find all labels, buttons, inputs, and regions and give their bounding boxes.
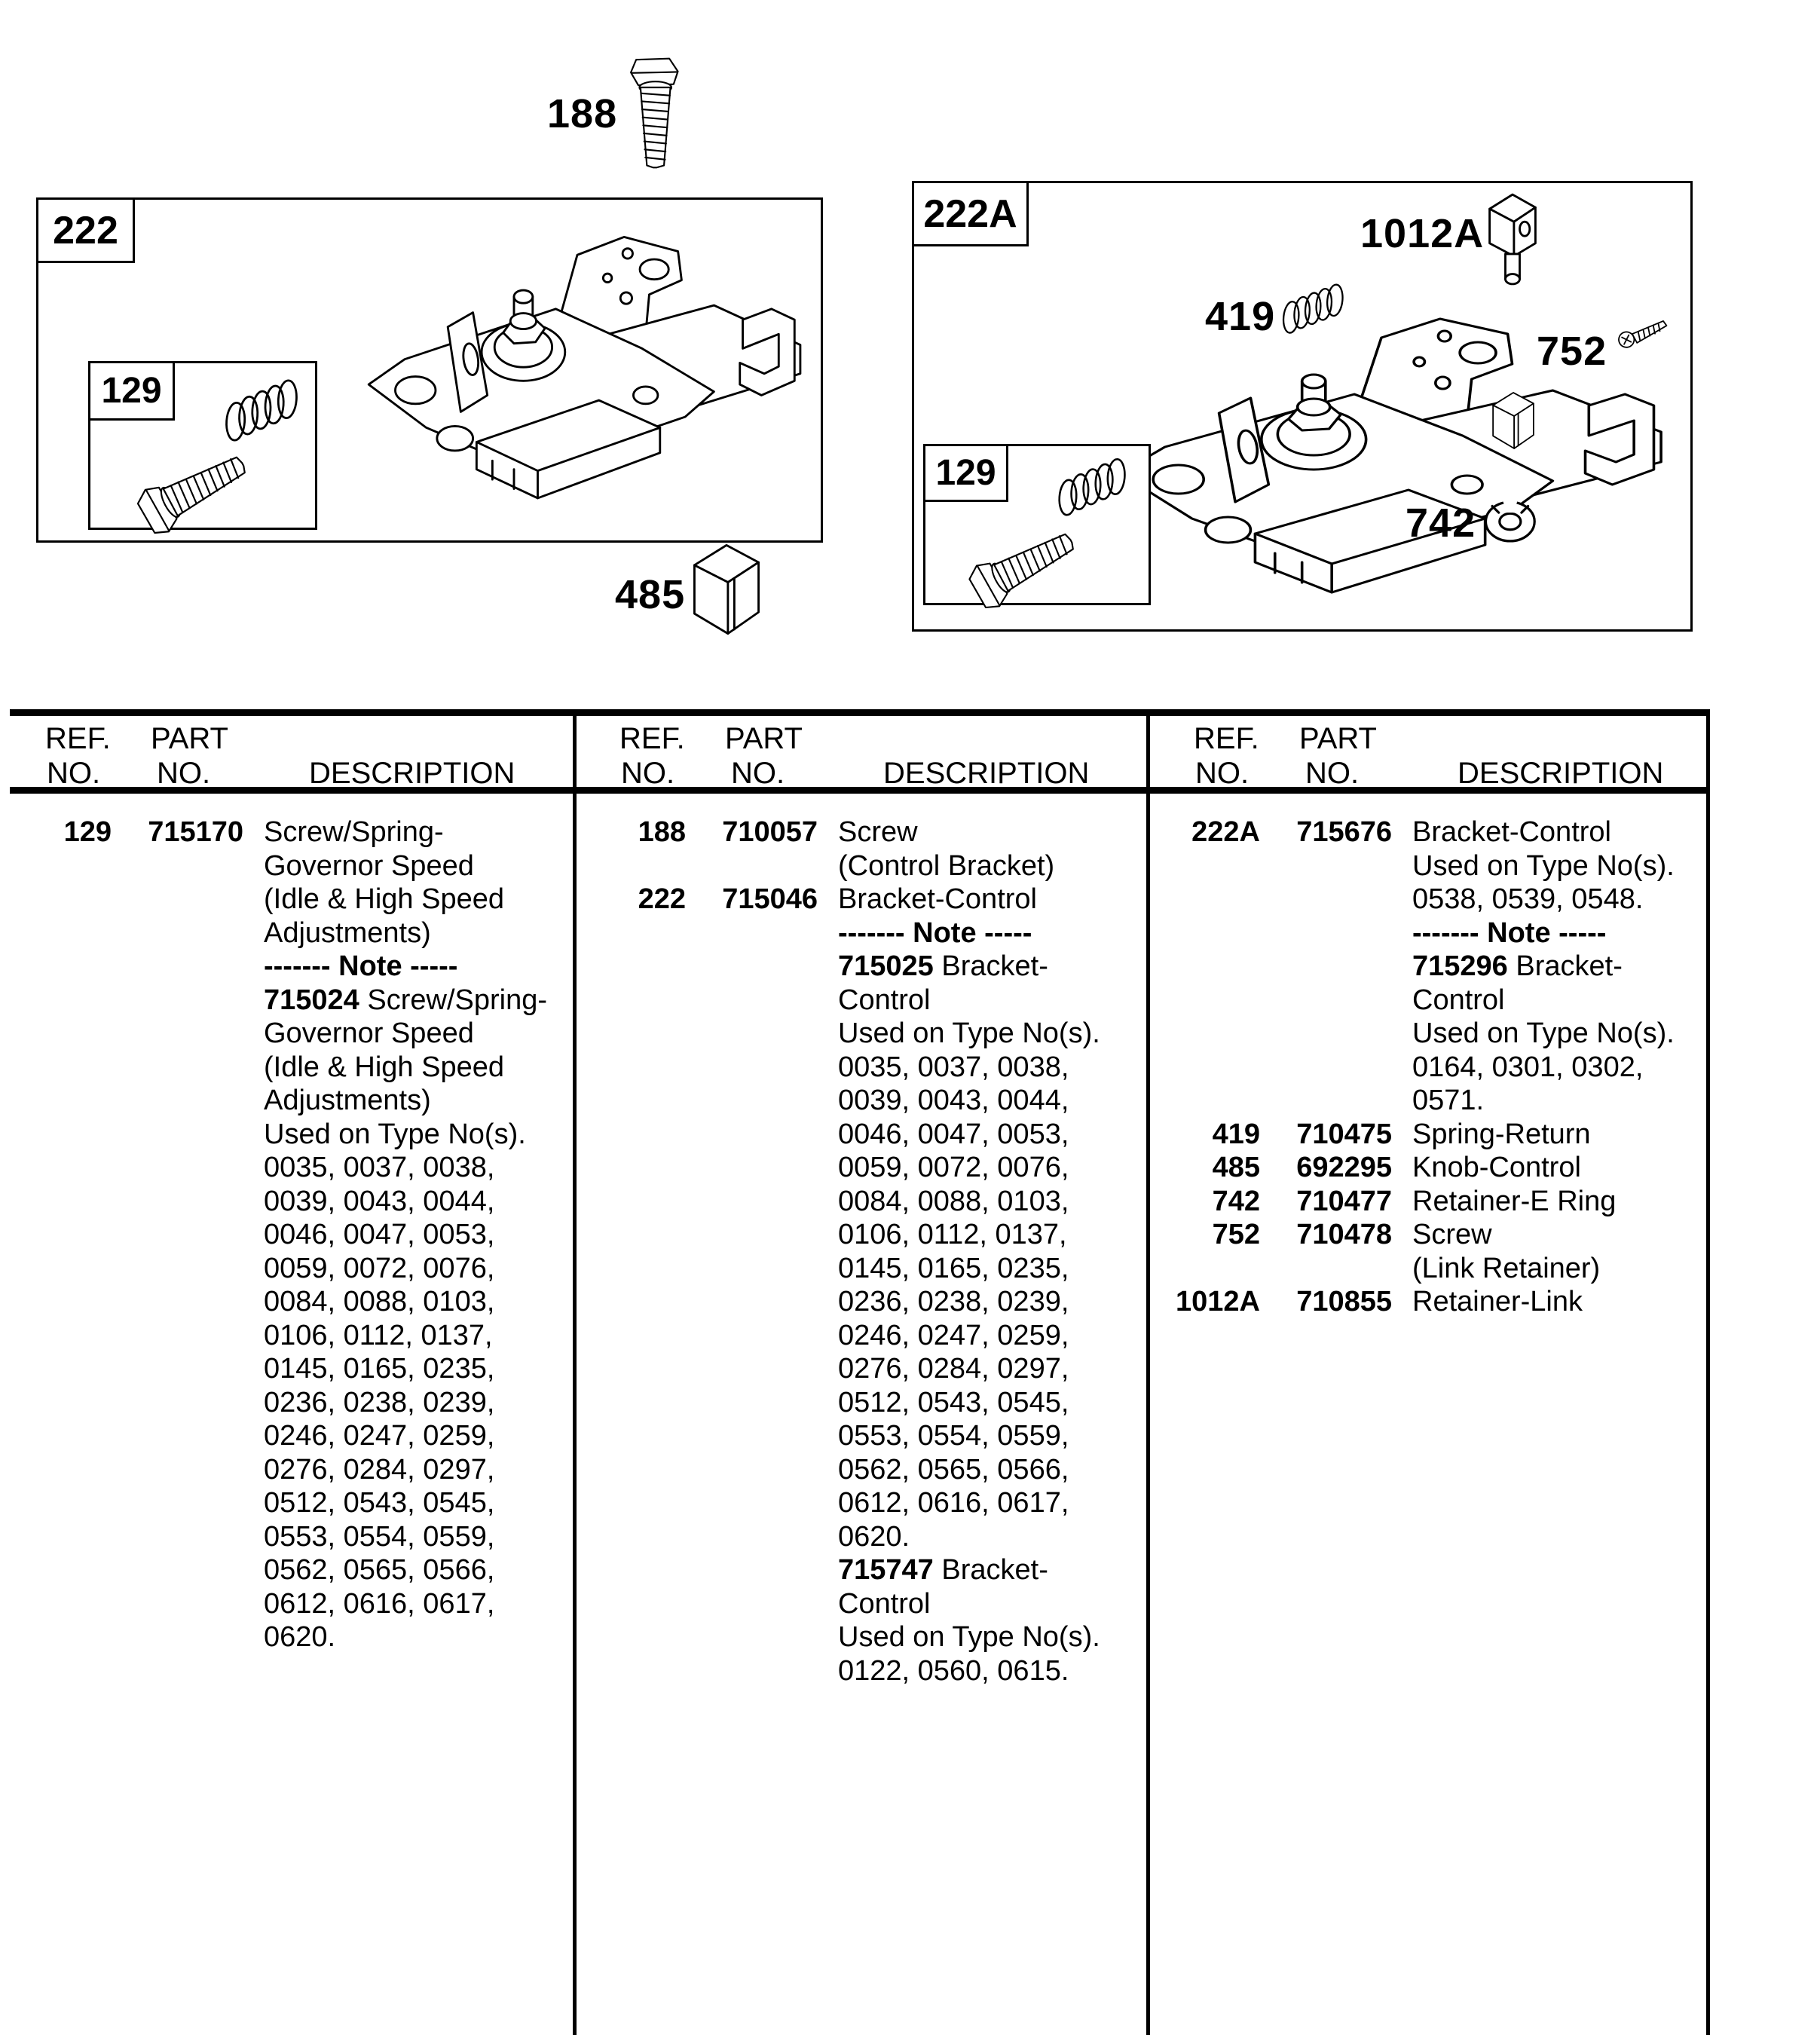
description-line: 0164, 0301, 0302,: [1412, 1051, 1644, 1083]
parts-list-column-2: [574, 816, 1133, 1688]
ref-no-cell: 1012A: [1176, 1286, 1260, 1317]
box-129-right-label: 129: [935, 453, 996, 493]
description-line: Used on Type No(s).: [838, 1017, 1100, 1049]
governor-screw-icon: [104, 410, 266, 508]
table-row: [1149, 1285, 1708, 1319]
description-line: ------- Note -----: [838, 917, 1032, 949]
header-part: PART: [151, 722, 228, 755]
description-line: 0106, 0112, 0137,: [838, 1219, 1067, 1250]
description-line: Control: [838, 1587, 931, 1620]
description-line: 715747 Bracket-: [838, 1554, 1048, 1586]
table-top-rule: [10, 709, 1708, 716]
header-ref-no: NO.: [47, 757, 101, 790]
description-line: 0035, 0037, 0038,: [838, 1051, 1069, 1083]
table-row: [1149, 1218, 1708, 1285]
ref-no-cell: 222: [638, 883, 686, 915]
description-line: 0246, 0247, 0259,: [838, 1319, 1069, 1351]
callout-752-label: 752: [1537, 329, 1607, 374]
description-line: Governor Speed: [264, 1017, 474, 1049]
description-cell: [1392, 1151, 1708, 1185]
governor-screw-icon: [936, 488, 1094, 583]
callout-742-label: 742: [1406, 500, 1476, 546]
header-ref: REF.: [1194, 722, 1259, 755]
part-no-cell: 710477: [1296, 1185, 1392, 1217]
diagram-box-129-left: [88, 361, 317, 530]
ref-no-cell: 752: [1212, 1219, 1260, 1250]
diagram-box-222A: [912, 181, 1693, 632]
ref-no-cell: 188: [638, 816, 686, 848]
box-222A-label: 222A: [923, 191, 1017, 236]
header-description: DESCRIPTION: [309, 757, 515, 790]
callout-485-label: 485: [615, 572, 686, 617]
table-row: [1149, 1151, 1708, 1185]
description-cell: [818, 816, 1133, 883]
description-line: Retainer-Link: [1412, 1286, 1583, 1317]
description-line: 0620.: [838, 1520, 910, 1553]
description-line: 0538, 0539, 0548.: [1412, 883, 1644, 915]
description-line: (Idle & High Speed: [264, 883, 504, 915]
description-line: 715024 Screw/Spring-: [264, 984, 548, 1016]
description-line: Used on Type No(s).: [1412, 849, 1675, 882]
ref-no-cell: 222A: [1191, 816, 1260, 848]
description-line: 0571.: [1412, 1085, 1485, 1116]
description-line: Screw: [1412, 1219, 1492, 1250]
description-line: Used on Type No(s).: [838, 1621, 1100, 1653]
table-row: [1149, 1185, 1708, 1219]
header-ref: REF.: [45, 722, 111, 755]
description-line: Adjustments): [264, 917, 431, 949]
description-line: 0145, 0165, 0235,: [838, 1252, 1069, 1284]
description-line: Used on Type No(s).: [1412, 1017, 1675, 1049]
header-description: DESCRIPTION: [1458, 757, 1664, 790]
part-no-cell: 715170: [148, 816, 243, 848]
description-line: 0035, 0037, 0038,: [264, 1152, 495, 1183]
description-cell: [818, 883, 1133, 1688]
header-part-no: NO.: [1305, 757, 1360, 790]
header-ref: REF.: [619, 722, 685, 755]
header-part-no: NO.: [731, 757, 785, 790]
box-222A-label-cell: [912, 181, 1029, 246]
description-line: 0612, 0616, 0617,: [264, 1587, 495, 1620]
description-cell: [1392, 1118, 1708, 1152]
description-line: 0059, 0072, 0076,: [838, 1152, 1069, 1183]
description-line: 0512, 0543, 0545,: [838, 1386, 1069, 1418]
description-line: Governor Speed: [264, 849, 474, 882]
description-line: 0553, 0554, 0559,: [838, 1420, 1069, 1452]
description-line: 0059, 0072, 0076,: [264, 1252, 495, 1284]
description-line: (Control Bracket): [838, 849, 1055, 882]
box-129-left-label: 129: [101, 371, 162, 411]
description-line: 0612, 0616, 0617,: [838, 1487, 1069, 1519]
description-line: (Link Retainer): [1412, 1252, 1601, 1284]
table-row: [1149, 1118, 1708, 1152]
description-line: 0246, 0247, 0259,: [264, 1420, 495, 1452]
description-line: 0145, 0165, 0235,: [264, 1353, 495, 1385]
description-line: 715025 Bracket-: [838, 950, 1048, 982]
parts-list-column-3: [1149, 816, 1708, 1319]
description-line: 0084, 0088, 0103,: [264, 1286, 495, 1317]
table-row: [1149, 816, 1708, 1118]
description-line: Bracket-Control: [838, 883, 1037, 915]
description-line: Used on Type No(s).: [264, 1118, 526, 1150]
description-line: 0122, 0560, 0615.: [838, 1654, 1069, 1687]
mounted-knob-icon: [1488, 388, 1538, 453]
description-line: 0276, 0284, 0297,: [264, 1453, 495, 1486]
part-no-cell: 710057: [722, 816, 818, 848]
description-line: 0562, 0565, 0566,: [838, 1453, 1069, 1486]
part-no-cell: 710855: [1296, 1286, 1392, 1317]
description-line: (Idle & High Speed: [264, 1051, 504, 1083]
description-line: Screw/Spring-: [264, 816, 444, 848]
header-ref-no: NO.: [621, 757, 675, 790]
description-line: 0512, 0543, 0545,: [264, 1487, 495, 1519]
part-no-cell: 715676: [1296, 816, 1392, 848]
control-knob-icon: [687, 537, 766, 642]
e-ring-icon: [1481, 494, 1543, 549]
description-line: ------- Note -----: [1412, 917, 1607, 949]
table-header-rule: [10, 787, 1708, 794]
table-row: [0, 816, 559, 1654]
control-bracket-drawing: [340, 212, 815, 528]
table-row: [574, 883, 1133, 1688]
description-line: 0553, 0554, 0559,: [264, 1520, 495, 1553]
part-no-cell: 692295: [1296, 1152, 1392, 1183]
description-line: 0620.: [264, 1621, 336, 1653]
header-ref-no: NO.: [1195, 757, 1250, 790]
description-line: Bracket-Control: [1412, 816, 1611, 848]
diagram-box-129-right: [923, 444, 1151, 605]
callout-188-label: 188: [547, 91, 618, 136]
description-line: Spring-Return: [1412, 1118, 1591, 1150]
diagram-box-222: [36, 197, 823, 543]
ref-no-cell: 419: [1212, 1118, 1260, 1150]
description-cell: [243, 816, 559, 1654]
description-line: Adjustments): [264, 1085, 431, 1116]
part-no-cell: 710475: [1296, 1118, 1392, 1150]
description-line: 715296 Bracket-: [1412, 950, 1623, 982]
header-part: PART: [1299, 722, 1377, 755]
ref-no-cell: 485: [1212, 1152, 1260, 1183]
part-no-cell: 710478: [1296, 1219, 1392, 1250]
control-bracket-drawing-222A: [1084, 292, 1679, 624]
parts-list-column-1: [0, 816, 559, 1654]
description-line: 0236, 0238, 0239,: [264, 1386, 495, 1418]
description-line: ------- Note -----: [264, 950, 458, 982]
description-line: Knob-Control: [1412, 1152, 1581, 1183]
description-line: Screw: [838, 816, 918, 848]
callout-1012A-label: 1012A: [1360, 211, 1485, 256]
description-line: Control: [1412, 984, 1505, 1016]
box-222-label-cell: [36, 197, 135, 263]
description-cell: [1392, 1218, 1708, 1285]
link-retainer-icon: [1484, 186, 1541, 307]
description-line: 0562, 0565, 0566,: [264, 1554, 495, 1586]
header-part: PART: [725, 722, 803, 755]
description-cell: [1392, 1185, 1708, 1219]
description-line: Retainer-E Ring: [1412, 1185, 1617, 1217]
description-cell: [1392, 816, 1708, 1118]
description-line: Control: [838, 984, 931, 1016]
description-line: 0106, 0112, 0137,: [264, 1319, 493, 1351]
description-cell: [1392, 1285, 1708, 1319]
description-line: 0236, 0238, 0239,: [838, 1286, 1069, 1317]
description-line: 0084, 0088, 0103,: [838, 1185, 1069, 1217]
description-line: 0276, 0284, 0297,: [838, 1353, 1069, 1385]
part-no-cell: 715046: [722, 883, 818, 915]
header-part-no: NO.: [157, 757, 211, 790]
ref-no-cell: 129: [63, 816, 112, 848]
description-line: 0039, 0043, 0044,: [264, 1185, 495, 1217]
box-222-label: 222: [53, 208, 118, 252]
header-description: DESCRIPTION: [883, 757, 1090, 790]
table-row: [574, 816, 1133, 883]
description-line: 0039, 0043, 0044,: [838, 1085, 1069, 1116]
description-line: 0046, 0047, 0053,: [264, 1219, 495, 1250]
description-line: 0046, 0047, 0053,: [838, 1118, 1069, 1150]
ref-no-cell: 742: [1212, 1185, 1260, 1217]
callout-419-label: 419: [1205, 294, 1276, 339]
hex-bolt-icon: [626, 53, 684, 181]
